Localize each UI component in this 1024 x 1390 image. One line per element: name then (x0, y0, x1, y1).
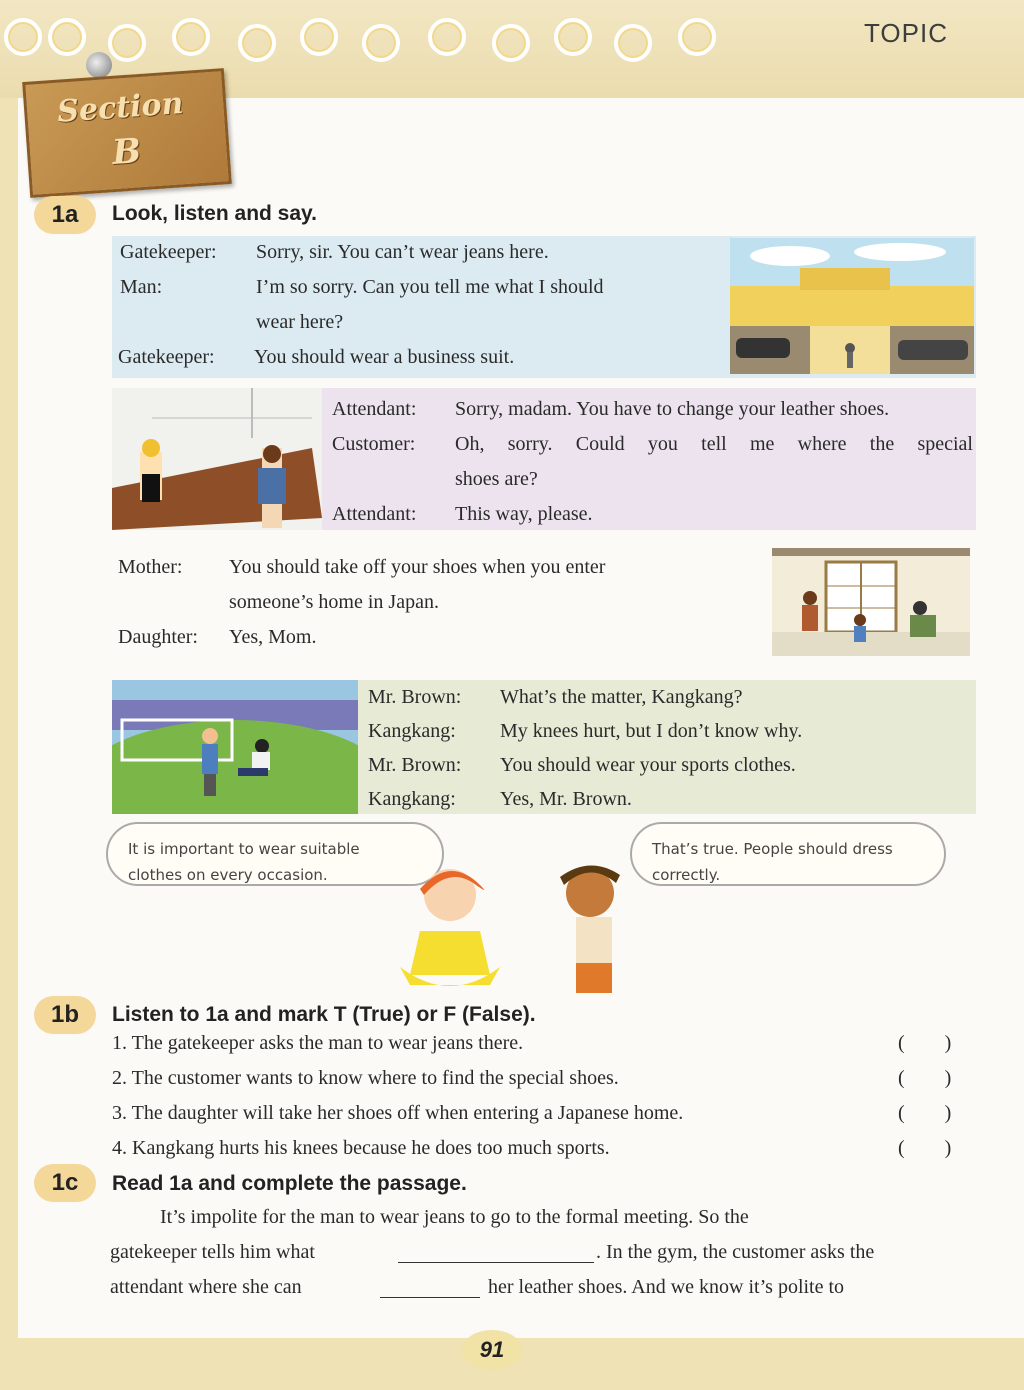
speaker: Mr. Brown: (368, 686, 462, 708)
statement-1: 1. The gatekeeper asks the man to wear jeans there. (112, 1032, 524, 1054)
answer-paren[interactable]: ( ) (898, 1032, 952, 1054)
football-field-illustration (112, 680, 358, 814)
binder-ring (614, 24, 652, 62)
passage-line-start: gatekeeper tells him what (110, 1241, 315, 1263)
gate-illustration (730, 238, 974, 374)
speaker: Mother: (118, 556, 183, 578)
speaker: Man: (120, 276, 163, 298)
heading-1b: Listen to 1a and mark T (True) or F (False). (112, 1003, 536, 1026)
dialogue-line: You should wear a business suit. (254, 346, 515, 368)
dialogue-line: Oh, sorry. Could you tell me where the special (455, 433, 973, 455)
dialogue-line: What’s the matter, Kangkang? (500, 686, 743, 708)
statement-3: 3. The daughter will take her shoes off when entering a Japanese home. (112, 1102, 684, 1124)
dialogue-line: someone’s home in Japan. (229, 591, 439, 613)
answer-paren[interactable]: ( ) (898, 1102, 952, 1124)
badge-1a: 1a (34, 196, 96, 234)
speaker: Gatekeeper: (120, 241, 217, 263)
dialogue-line: shoes are? (455, 468, 538, 490)
statement-4: 4. Kangkang hurts his knees because he does too much sports. (112, 1137, 610, 1159)
passage-line-end: her leather shoes. And we know it’s polite to (488, 1276, 845, 1298)
topic-label: TOPIC (864, 18, 948, 48)
speaker: Mr. Brown: (368, 754, 462, 776)
dialogue-line: Sorry, sir. You can’t wear jeans here. (256, 241, 549, 263)
dialogue-line: My knees hurt, but I don’t know why. (500, 720, 803, 742)
binder-ring (554, 18, 592, 56)
badge-1c: 1c (34, 1164, 96, 1202)
speaker: Daughter: (118, 626, 198, 648)
binder-ring (428, 18, 466, 56)
dialogue-line: Yes, Mr. Brown. (500, 788, 632, 810)
speaker: Attendant: (332, 398, 417, 420)
shoe-shop-illustration (112, 388, 322, 530)
dialogue-line: You should wear your sports clothes. (500, 754, 796, 776)
section-word: Section (56, 86, 185, 130)
speaker: Kangkang: (368, 720, 456, 742)
badge-1b: 1b (34, 996, 96, 1034)
bubble-line: clothes on every occasion. (128, 866, 328, 884)
dialogue-line: Sorry, madam. You have to change your leather shoes. (455, 398, 890, 420)
binder-ring (172, 18, 210, 56)
binder-ring (300, 18, 338, 56)
bubble-line: That’s true. People should dress (652, 840, 893, 858)
binder-ring (362, 24, 400, 62)
dialogue-line: You should take off your shoes when you enter (229, 556, 606, 578)
speech-bubble-right (630, 822, 946, 886)
speaker: Gatekeeper: (118, 346, 215, 368)
passage-line-start: attendant where she can (110, 1276, 302, 1298)
speaker: Kangkang: (368, 788, 456, 810)
bubble-line: It is important to wear suitable (128, 840, 360, 858)
section-letter: B (110, 131, 143, 174)
section-sign (22, 68, 232, 198)
answer-paren[interactable]: ( ) (898, 1137, 952, 1159)
statement-2: 2. The customer wants to know where to find the special shoes. (112, 1067, 619, 1089)
binder-ring (4, 18, 42, 56)
passage-line: It’s impolite for the man to wear jeans to go to the formal meeting. So the (160, 1206, 749, 1228)
binder-ring (238, 24, 276, 62)
heading-1a: Look, listen and say. (112, 202, 317, 225)
dialogue-line: Yes, Mom. (229, 626, 317, 648)
two-girls-illustration (380, 855, 670, 997)
binder-ring (492, 24, 530, 62)
page-number: 91 (462, 1330, 522, 1370)
pin-icon (86, 52, 112, 78)
dialogue-line: I’m so sorry. Can you tell me what I should (256, 276, 604, 298)
binder-ring (48, 18, 86, 56)
bubble-line: correctly. (652, 866, 721, 884)
blank-1[interactable] (398, 1244, 594, 1263)
japanese-home-illustration (772, 548, 970, 656)
heading-1c: Read 1a and complete the passage. (112, 1172, 467, 1195)
answer-paren[interactable]: ( ) (898, 1067, 952, 1089)
blank-2[interactable] (380, 1279, 480, 1298)
binder-ring (678, 18, 716, 56)
binder-ring (108, 24, 146, 62)
passage-line-end: . In the gym, the customer asks the (596, 1241, 875, 1263)
dialogue-line: This way, please. (455, 503, 593, 525)
speaker: Attendant: (332, 503, 417, 525)
speaker: Customer: (332, 433, 416, 455)
dialogue-line: wear here? (256, 311, 344, 333)
